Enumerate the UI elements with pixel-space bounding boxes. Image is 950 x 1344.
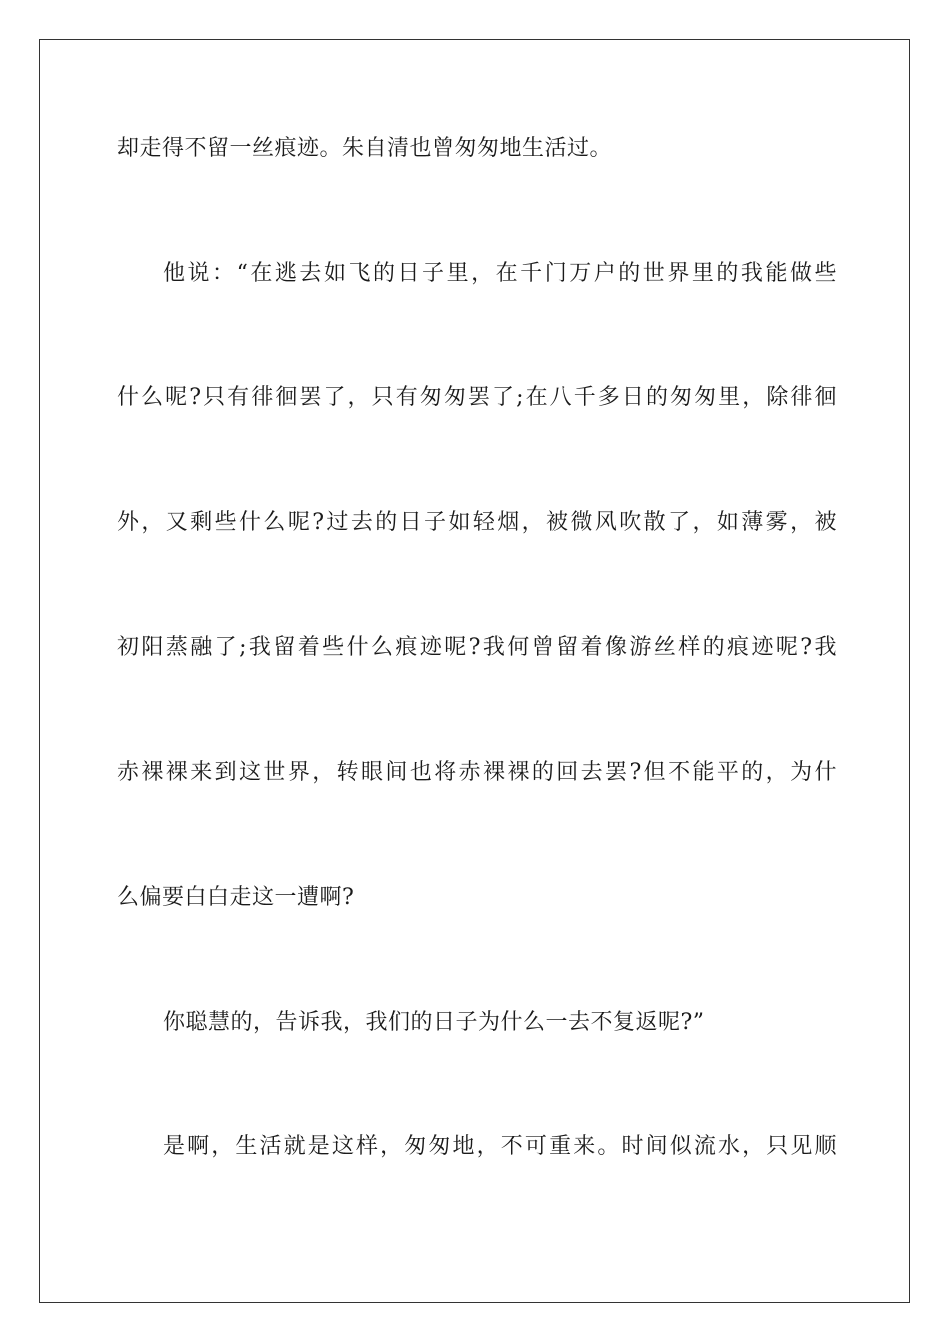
page-border xyxy=(39,39,910,1303)
text-line-5: 初阳蒸融了;我留着些什么痕迹呢?我何曾留着像游丝样的痕迹呢?我 xyxy=(117,635,837,660)
text-line-8: 你聪慧的，告诉我，我们的日子为什么一去不复返呢?” xyxy=(163,1010,705,1035)
text-line-1: 却走得不留一丝痕迹。朱自清也曾匆匆地生活过。 xyxy=(117,136,613,161)
text-line-9: 是啊，生活就是这样，匆匆地，不可重来。时间似流水，只见顺 xyxy=(163,1134,837,1159)
text-line-4: 外，又剩些什么呢?过去的日子如轻烟，被微风吹散了，如薄雾，被 xyxy=(117,510,837,535)
text-line-6: 赤裸裸来到这世界，转眼间也将赤裸裸的回去罢?但不能平的，为什 xyxy=(117,760,837,785)
text-line-2: 他说：“在逃去如飞的日子里，在千门万户的世界里的我能做些 xyxy=(163,261,837,286)
text-line-3: 什么呢?只有徘徊罢了，只有匆匆罢了;在八千多日的匆匆里，除徘徊 xyxy=(117,385,837,410)
text-line-7: 么偏要白白走这一遭啊? xyxy=(117,885,355,910)
